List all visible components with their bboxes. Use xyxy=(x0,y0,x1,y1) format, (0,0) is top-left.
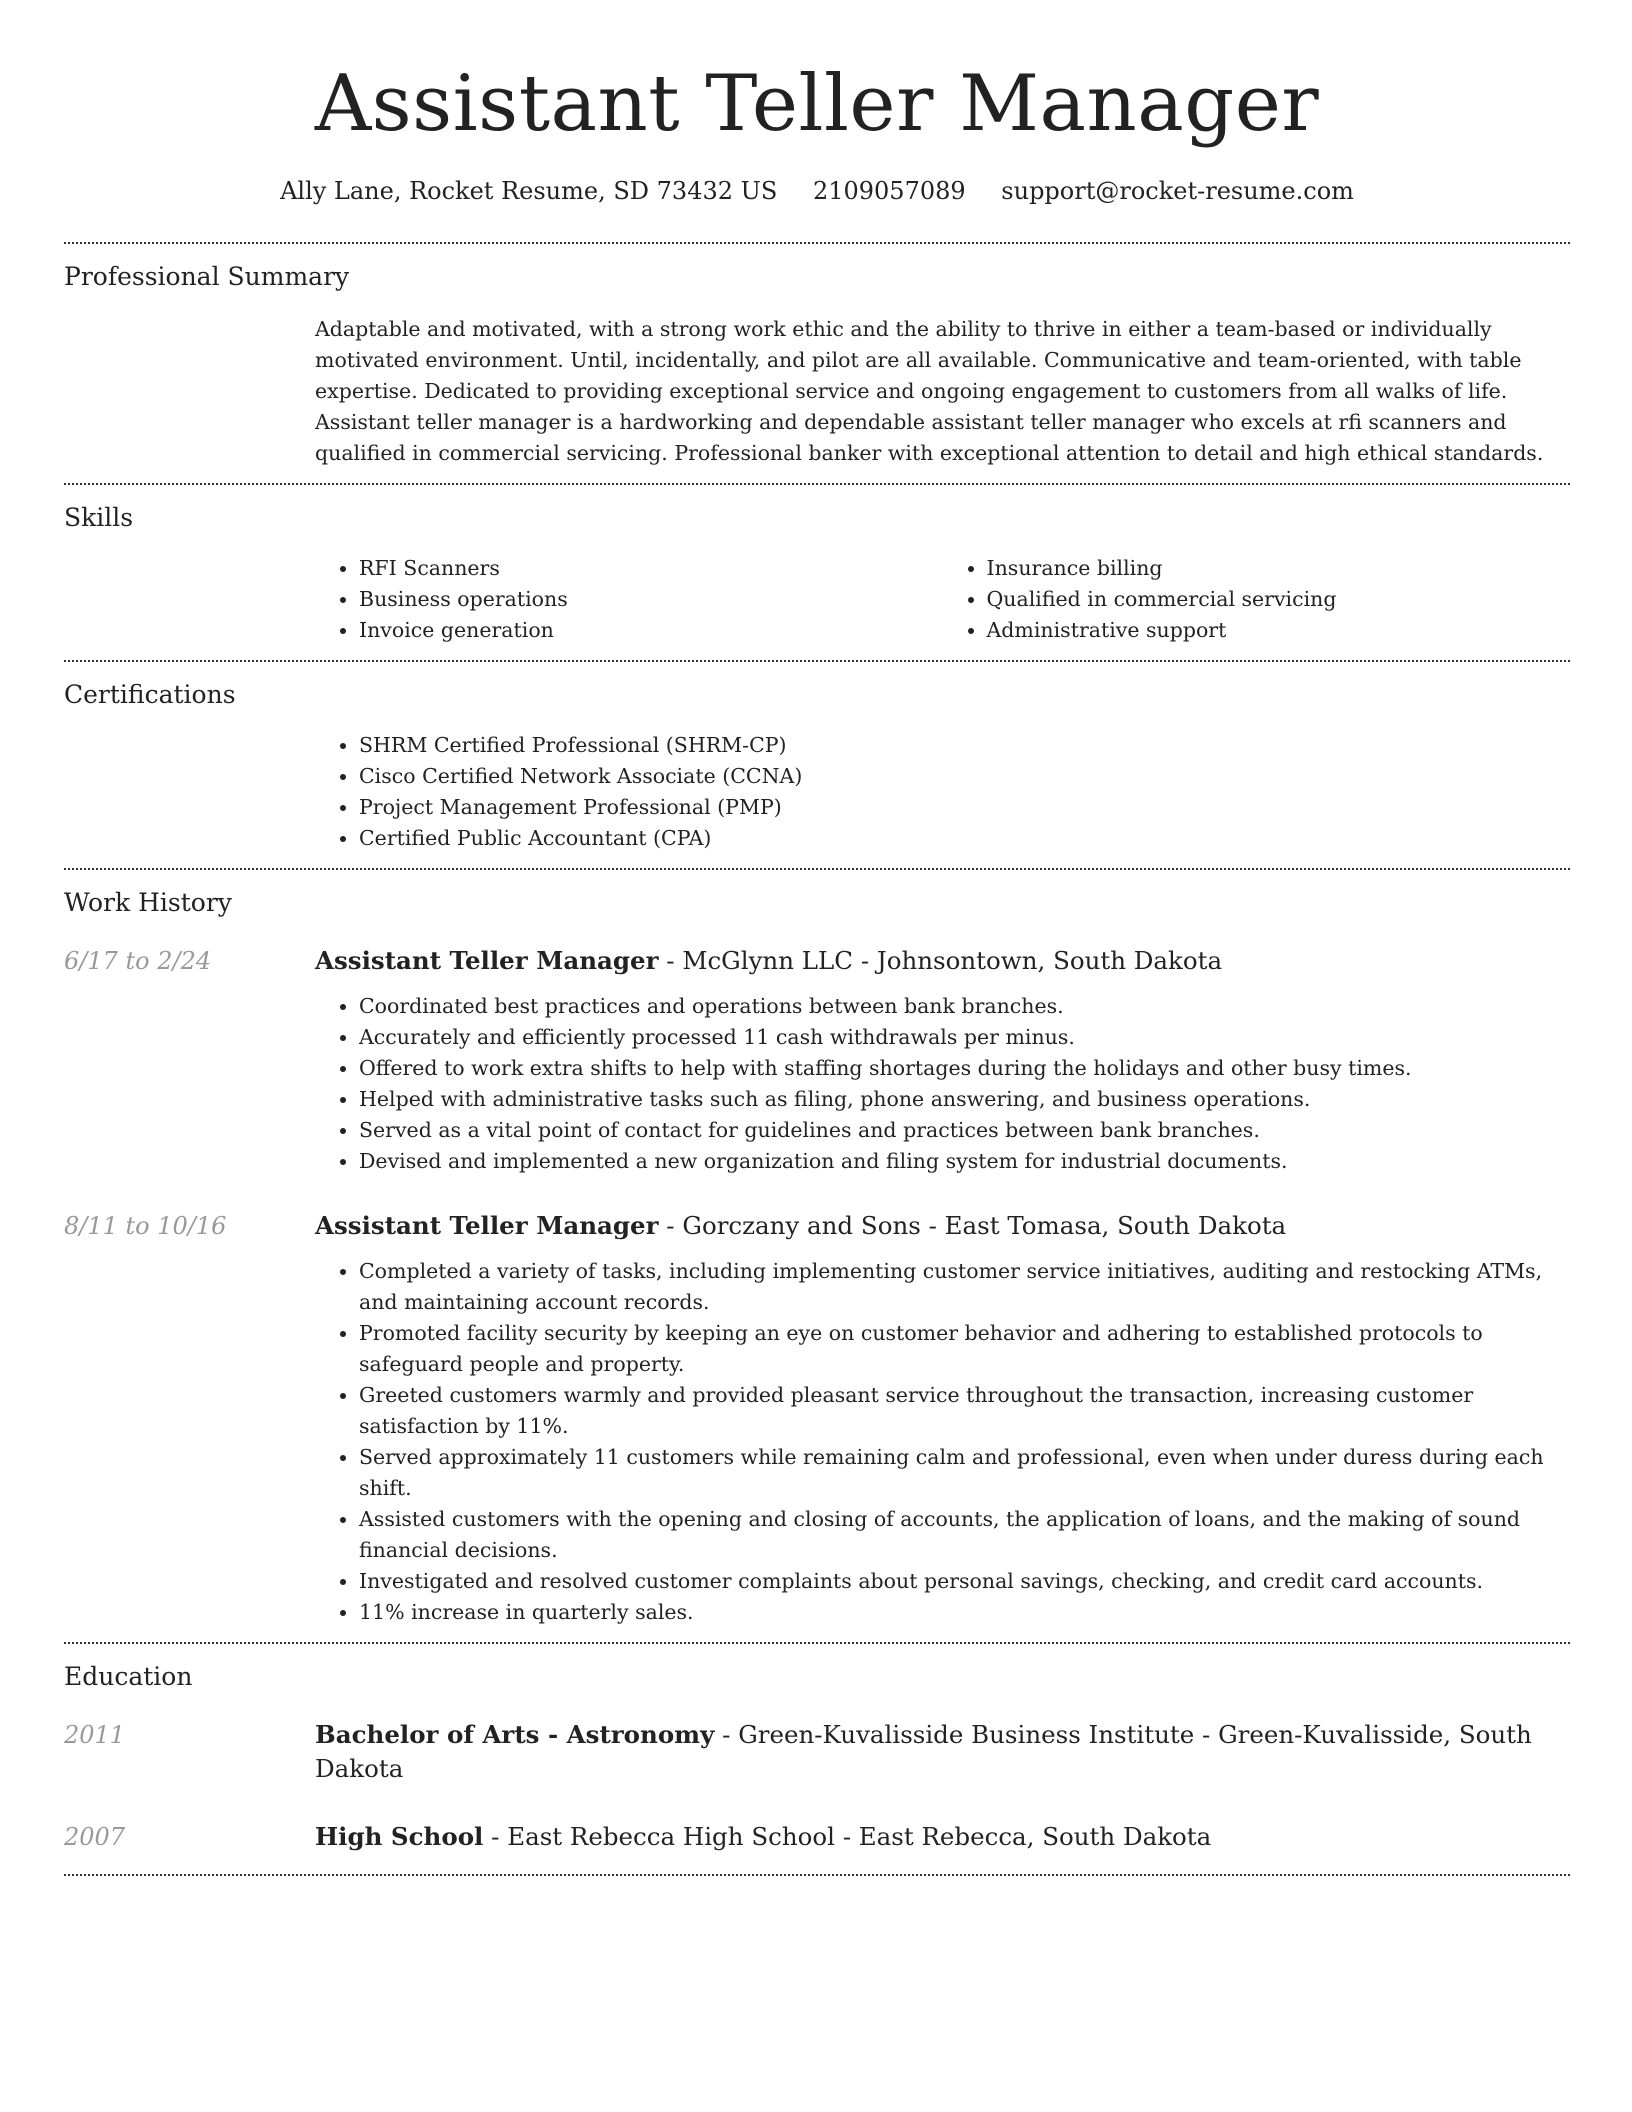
job-role: Assistant Teller Manager xyxy=(315,1211,659,1240)
summary-heading: Professional Summary xyxy=(64,262,350,291)
education-heading: Education xyxy=(64,1662,193,1691)
job-bullets xyxy=(315,1256,1570,1628)
job-dates: 6/17 to 2/24 xyxy=(64,947,212,975)
job-bullet: • Accurately and efficiently processed 11 cash withdrawals per minus. xyxy=(359,1022,1570,1053)
contact-line xyxy=(64,174,1570,208)
job-bullet: • Offered to work extra shifts to help with staffing shortages during the holidays and other busy times. xyxy=(359,1053,1570,1084)
job-bullet: • Devised and implemented a new organization and filing system for industrial documents. xyxy=(359,1146,1570,1177)
education-title xyxy=(315,1820,1211,1854)
education-degree: High School xyxy=(315,1822,484,1851)
contact-email: support@rocket-resume.com xyxy=(1001,177,1354,205)
certifications-section xyxy=(64,662,1570,868)
skills-section xyxy=(64,485,1570,660)
certification-item: • SHRM Certified Professional (SHRM-CP) xyxy=(359,730,1570,761)
skill-item: • Administrative support xyxy=(987,615,1571,646)
education-degree: Bachelor of Arts - Astronomy xyxy=(315,1720,715,1749)
skills-list-right xyxy=(943,553,1571,646)
certifications-heading: Certifications xyxy=(64,680,236,709)
skills-columns xyxy=(315,553,1570,660)
job-bullet: • Served approximately 11 customers while remaining calm and professional, even when under duress during each shift. xyxy=(359,1442,1570,1504)
resume-page xyxy=(64,0,1570,1876)
summary-section xyxy=(64,244,1570,483)
contact-phone: 2109057089 xyxy=(812,177,966,205)
education-school: - Green-Kuvalisside Business Institute - Green-Kuvalisside, South Dakota xyxy=(315,1720,1532,1783)
job-bullet: • Greeted customers warmly and provided pleasant service throughout the transaction, increasing customer satisfaction by 11%. xyxy=(359,1380,1570,1442)
work-history-heading: Work History xyxy=(64,888,232,917)
skill-item: • Qualified in commercial servicing xyxy=(987,584,1571,615)
job-bullet: • Assisted customers with the opening and closing of accounts, the application of loans, and the making of sound financial decisions. xyxy=(359,1504,1570,1566)
skills-heading: Skills xyxy=(64,503,134,532)
skill-item: • Invoice generation xyxy=(359,615,943,646)
job-role: Assistant Teller Manager xyxy=(315,946,659,975)
job-bullet: • Completed a variety of tasks, including implementing customer service initiatives, auditing and restocking ATMs, and maintaining account records. xyxy=(359,1256,1570,1318)
job-employer: - McGlynn LLC - Johnsontown, South Dakota xyxy=(658,946,1223,975)
education-school: - East Rebecca High School - East Rebecca, South Dakota xyxy=(483,1822,1212,1851)
divider xyxy=(64,1874,1570,1876)
contact-address: Ally Lane, Rocket Resume, SD 73432 US xyxy=(280,177,778,205)
job-bullet: • Helped with administrative tasks such as filing, phone answering, and business operations. xyxy=(359,1084,1570,1115)
job-dates: 8/11 to 10/16 xyxy=(64,1212,227,1240)
job-title xyxy=(315,944,1222,978)
education-year: 2011 xyxy=(64,1721,126,1749)
education-entry xyxy=(64,1820,1570,1874)
job-bullet: • Investigated and resolved customer complaints about personal savings, checking, and credit card accounts. xyxy=(359,1566,1570,1597)
work-history-section xyxy=(64,870,1570,1642)
certifications-list xyxy=(315,730,1570,868)
job-bullet: • Served as a vital point of contact for guidelines and practices between bank branches. xyxy=(359,1115,1570,1146)
certification-item: • Cisco Certified Network Associate (CCNA) xyxy=(359,761,1570,792)
skills-list-left xyxy=(315,553,943,646)
education-entry xyxy=(64,1718,1570,1786)
certification-item: • Certified Public Accountant (CPA) xyxy=(359,823,1570,854)
skill-item: • Insurance billing xyxy=(987,553,1571,584)
resume-name-heading: Assistant Teller Manager xyxy=(314,59,1320,149)
job-bullet: • Coordinated best practices and operations between bank branches. xyxy=(359,991,1570,1022)
education-title xyxy=(315,1718,1570,1786)
education-year: 2007 xyxy=(64,1823,126,1851)
job-bullet: • Promoted facility security by keeping an eye on customer behavior and adhering to established protocols to safeguard people and property. xyxy=(359,1318,1570,1380)
skill-item: • Business operations xyxy=(359,584,943,615)
job-entry xyxy=(64,1209,1570,1628)
education-section xyxy=(64,1644,1570,1874)
job-entry xyxy=(64,944,1570,1177)
job-title xyxy=(315,1209,1286,1243)
certification-item: • Project Management Professional (PMP) xyxy=(359,792,1570,823)
job-bullets xyxy=(315,991,1570,1177)
summary-text: Adaptable and motivated, with a strong work ethic and the ability to thrive in either a team-based or individually motivated environment. Until, incidentally, and pilot are all available. Communicative and team-oriented, with table expertise. Dedicated to providing exceptional service and ongoing engagement to customers from all walks of life. Assistant teller manager is a hardworking and dependable assistant teller manager who excels at rfi scanners and qualified in commercial servicing. Professional banker with exceptional attention to detail and high ethical standards. xyxy=(315,317,1544,465)
job-employer: - Gorczany and Sons - East Tomasa, South Dakota xyxy=(658,1211,1287,1240)
job-bullet: • 11% increase in quarterly sales. xyxy=(359,1597,1570,1628)
skill-item: • RFI Scanners xyxy=(359,553,943,584)
